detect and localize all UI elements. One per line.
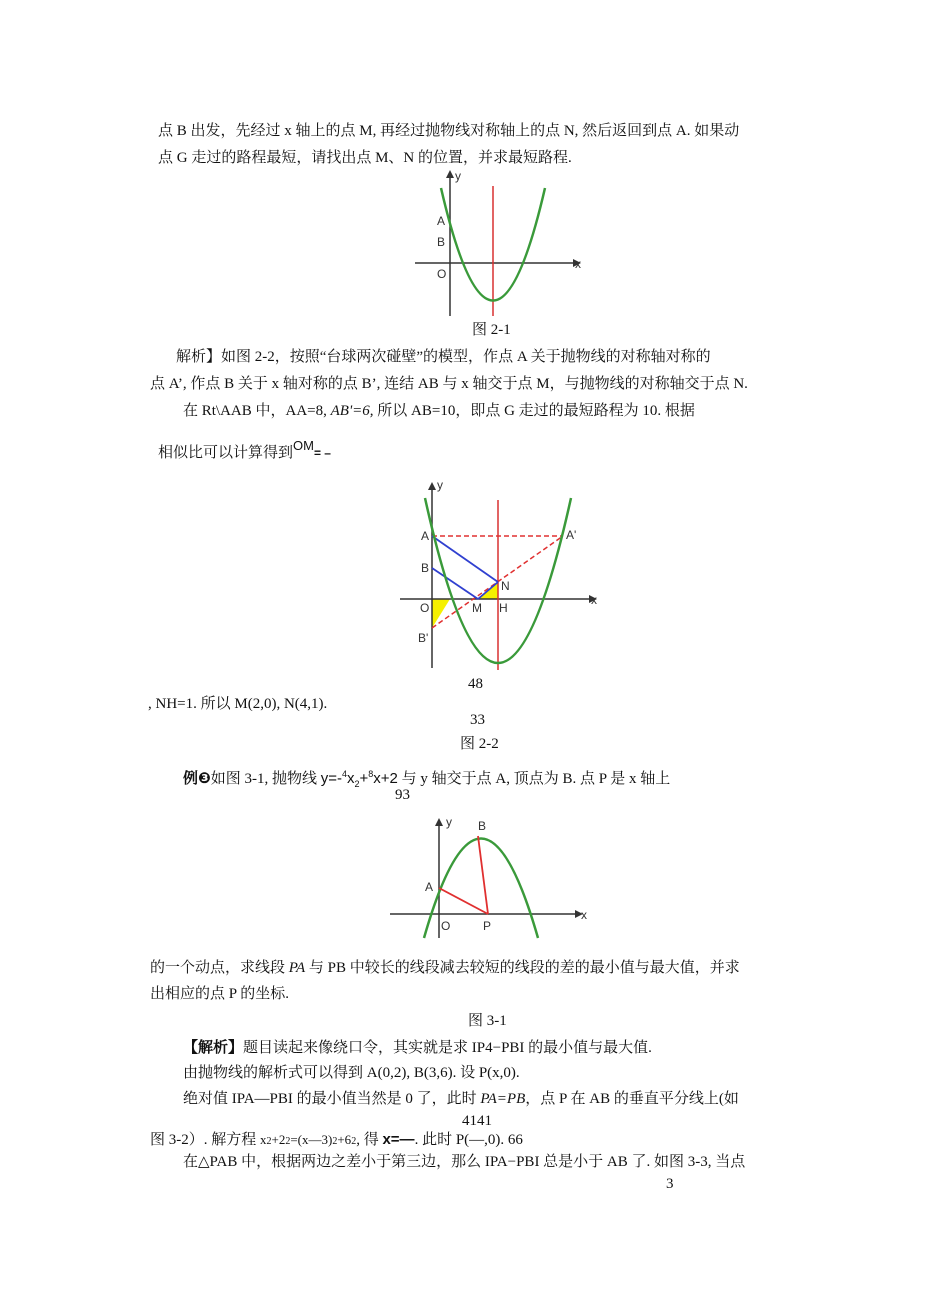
solution-line-1: 【解析】题目读起来像绕口令，其实就是求 IP4−PBI 的最小值与最大值. [183,1040,652,1056]
label-y: y [446,815,452,829]
number-93: 93 [395,787,410,803]
text-para-1b: 点 A’, 作点 B 关于 x 轴对称的点 B’, 连结 AB 与 x 轴交于点 M，与抛物线的对称轴交于点 N. [150,376,748,392]
caption-2-2: 图 2-2 [460,736,499,752]
y-arrow-icon [428,482,436,490]
text-para-6: 出相应的点 P 的坐标. [150,986,290,1002]
label-o: O [420,601,430,615]
y-arrow-icon [435,818,443,826]
label-a: A [421,529,430,543]
y-arrow-icon [446,170,454,178]
solution-line-5: 在△PAB 中，根据两边之差小于第三边，那么 IPA−PBI 总是小于 AB 了. 如图 3-3, 当点 [183,1154,746,1170]
figure-2-1 [405,168,585,318]
segment-pb [478,836,488,914]
caption-2-1: 图 2-1 [472,322,511,338]
label-o: O [437,267,447,281]
solution-line-3: 绝对值 IPA—PBI 的最小值当然是 0 了，此时 PA=PB，点 P 在 AB 的垂直平分线上(如 [183,1091,739,1107]
label-x: x [581,908,587,922]
label-a-prime: A' [566,528,577,542]
label-y: y [455,169,461,183]
label-m: M [472,601,482,615]
text-para-5: 的一个动点，求线段 PA 与 PB 中较长的线段减去较短的线段的差的最小值与最大值，并求 [150,960,740,976]
label-a: A [437,214,446,228]
text-para-3: 相似比可以计算得到OM= – [158,438,331,461]
segment-pa [439,888,488,914]
label-b-prime: B' [418,631,429,645]
label-o: O [441,919,451,933]
label-x: x [575,257,581,271]
text-para-2: 在 Rt\AAB 中，AA=8, AB'=6, 所以 AB=10，即点 G 走过的最短路程为 10. 根据 [183,403,695,419]
caption-3-1: 图 3-1 [468,1013,507,1029]
solution-line-4: 图 3-2）. 解方程 x2+22=(x—3)2+62, 得 x=—. 此时 P(—,0). 66 [150,1131,523,1148]
label-n: N [501,579,510,593]
text-para-4: , NH=1. 所以 M(2,0), N(4,1). [148,696,328,712]
text-line-1: 点 B 出发，先经过 x 轴上的点 M, 再经过抛物线对称轴上的点 N, 然后返回到点 A. 如果动 [158,123,740,139]
number-48: 48 [468,676,483,692]
text-para-1a: 解析】如图 2-2，按照“台球两次碰壁”的模型，作点 A 关于抛物线的对称轴对称的 [176,349,711,365]
yellow-triangle-left [432,599,450,628]
label-p: P [483,919,492,933]
segment-bm [432,568,478,599]
label-y: y [437,478,443,492]
label-b: B [421,561,430,575]
figure-3-1 [385,814,595,942]
label-h: H [499,601,508,615]
label-x: x [591,593,597,607]
figure-2-2 [395,478,605,674]
number-33: 33 [470,712,485,728]
example-3-line: 例❸如图 3-1, 抛物线 $y=-^4x_2+^8x+2$ 与 y 轴交于点 A, 顶点为 B. 点 P 是 x 轴上 [183,769,671,789]
number-4141: 4141 [462,1113,492,1129]
label-a: A [425,880,434,894]
label-b: B [437,235,446,249]
text-line-2: 点 G 走过的路程最短，请找出点 M、N 的位置，并求最短路程. [158,150,572,166]
page-number: 3 [666,1176,674,1192]
label-b: B [478,819,487,833]
solution-line-2: 由抛物线的解析式可以得到 A(0,2), B(3,6). 设 P(x,0). [183,1065,520,1081]
